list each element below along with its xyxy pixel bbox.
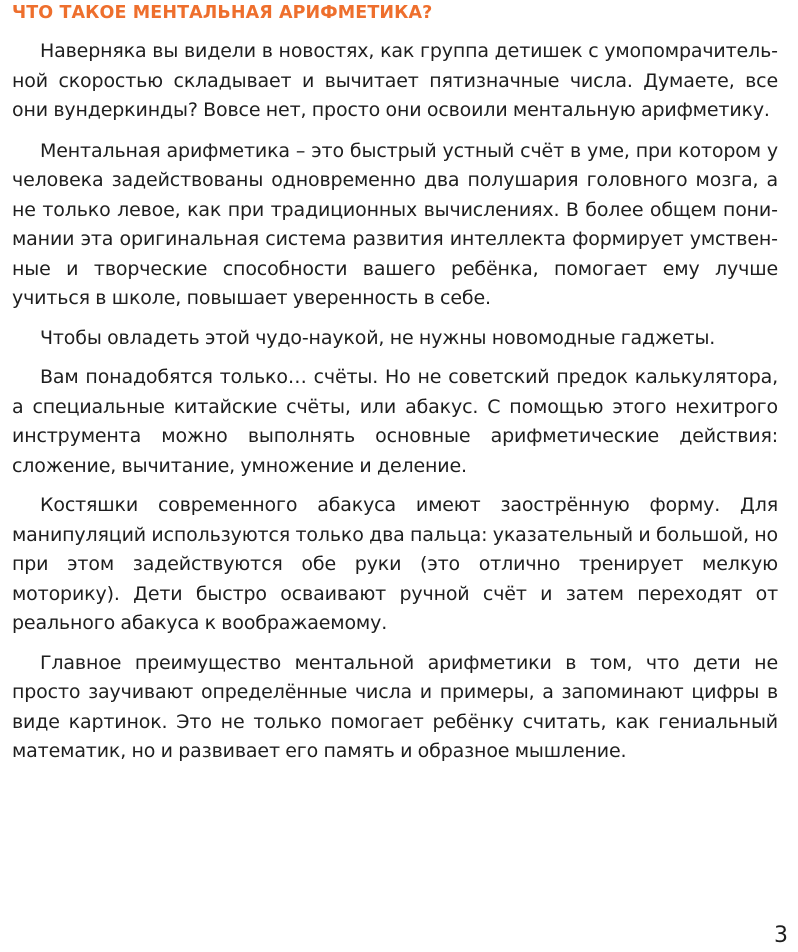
section-heading: ЧТО ТАКОЕ МЕНТАЛЬНАЯ АРИФМЕТИКА? (12, 3, 433, 23)
paragraph-advantage: Главное преимущество ментальной арифметики в том, что дети не просто заучивают определённые числа и примеры, а запоминают цифры в виде картинок. Это не только помогает ребёнку считать, как гениальный математик, но и развивает его память и образное мышление. (12, 651, 778, 762)
page-number: 3 (774, 923, 788, 948)
paragraph-intro: Наверняка вы видели в новостях, как группа детишек с умопомрачительной скоростью складывает и вычитает пятизначные числа. Думаете, все они вундеркинды? Вовсе нет, просто они освоили ментальную арифметику. (12, 40, 778, 121)
paragraph-definition: Ментальная арифметика – это быстрый устный счёт в уме, при котором у человека задействованы одновременно два полушария головного мозга, а не только левое, как при традиционных вычислениях. В более общем понимании эта оригинальная система развития интеллекта формирует умственные и творческие способности вашего ребёнка, помогает ему лучше учиться в школе, повышает уверенность в себе. (12, 139, 778, 309)
paragraph-beads: Костяшки современного абакуса имеют заострённую форму. Для манипуляций используются только два пальца: указательный и большой, но при этом задействуются обе руки (это отлично тренирует мелкую моторику). Дети быстро осваивают ручной счёт и затем переходят от реального абакуса к воображаемому. (12, 494, 778, 634)
paragraph-gadgets: Чтобы овладеть этой чудо-наукой, не нужны новомодные гаджеты. (40, 326, 716, 349)
page-content (12, 0, 778, 767)
paragraph-abacus: Вам понадобятся только… счёты. Но не советский предок калькулятора, а специальные китайские счёты, или абакус. С помощью этого нехитрого инструмента можно выполнять основные арифметические действия: сложение, вычитание, умножение и деление. (12, 366, 778, 477)
